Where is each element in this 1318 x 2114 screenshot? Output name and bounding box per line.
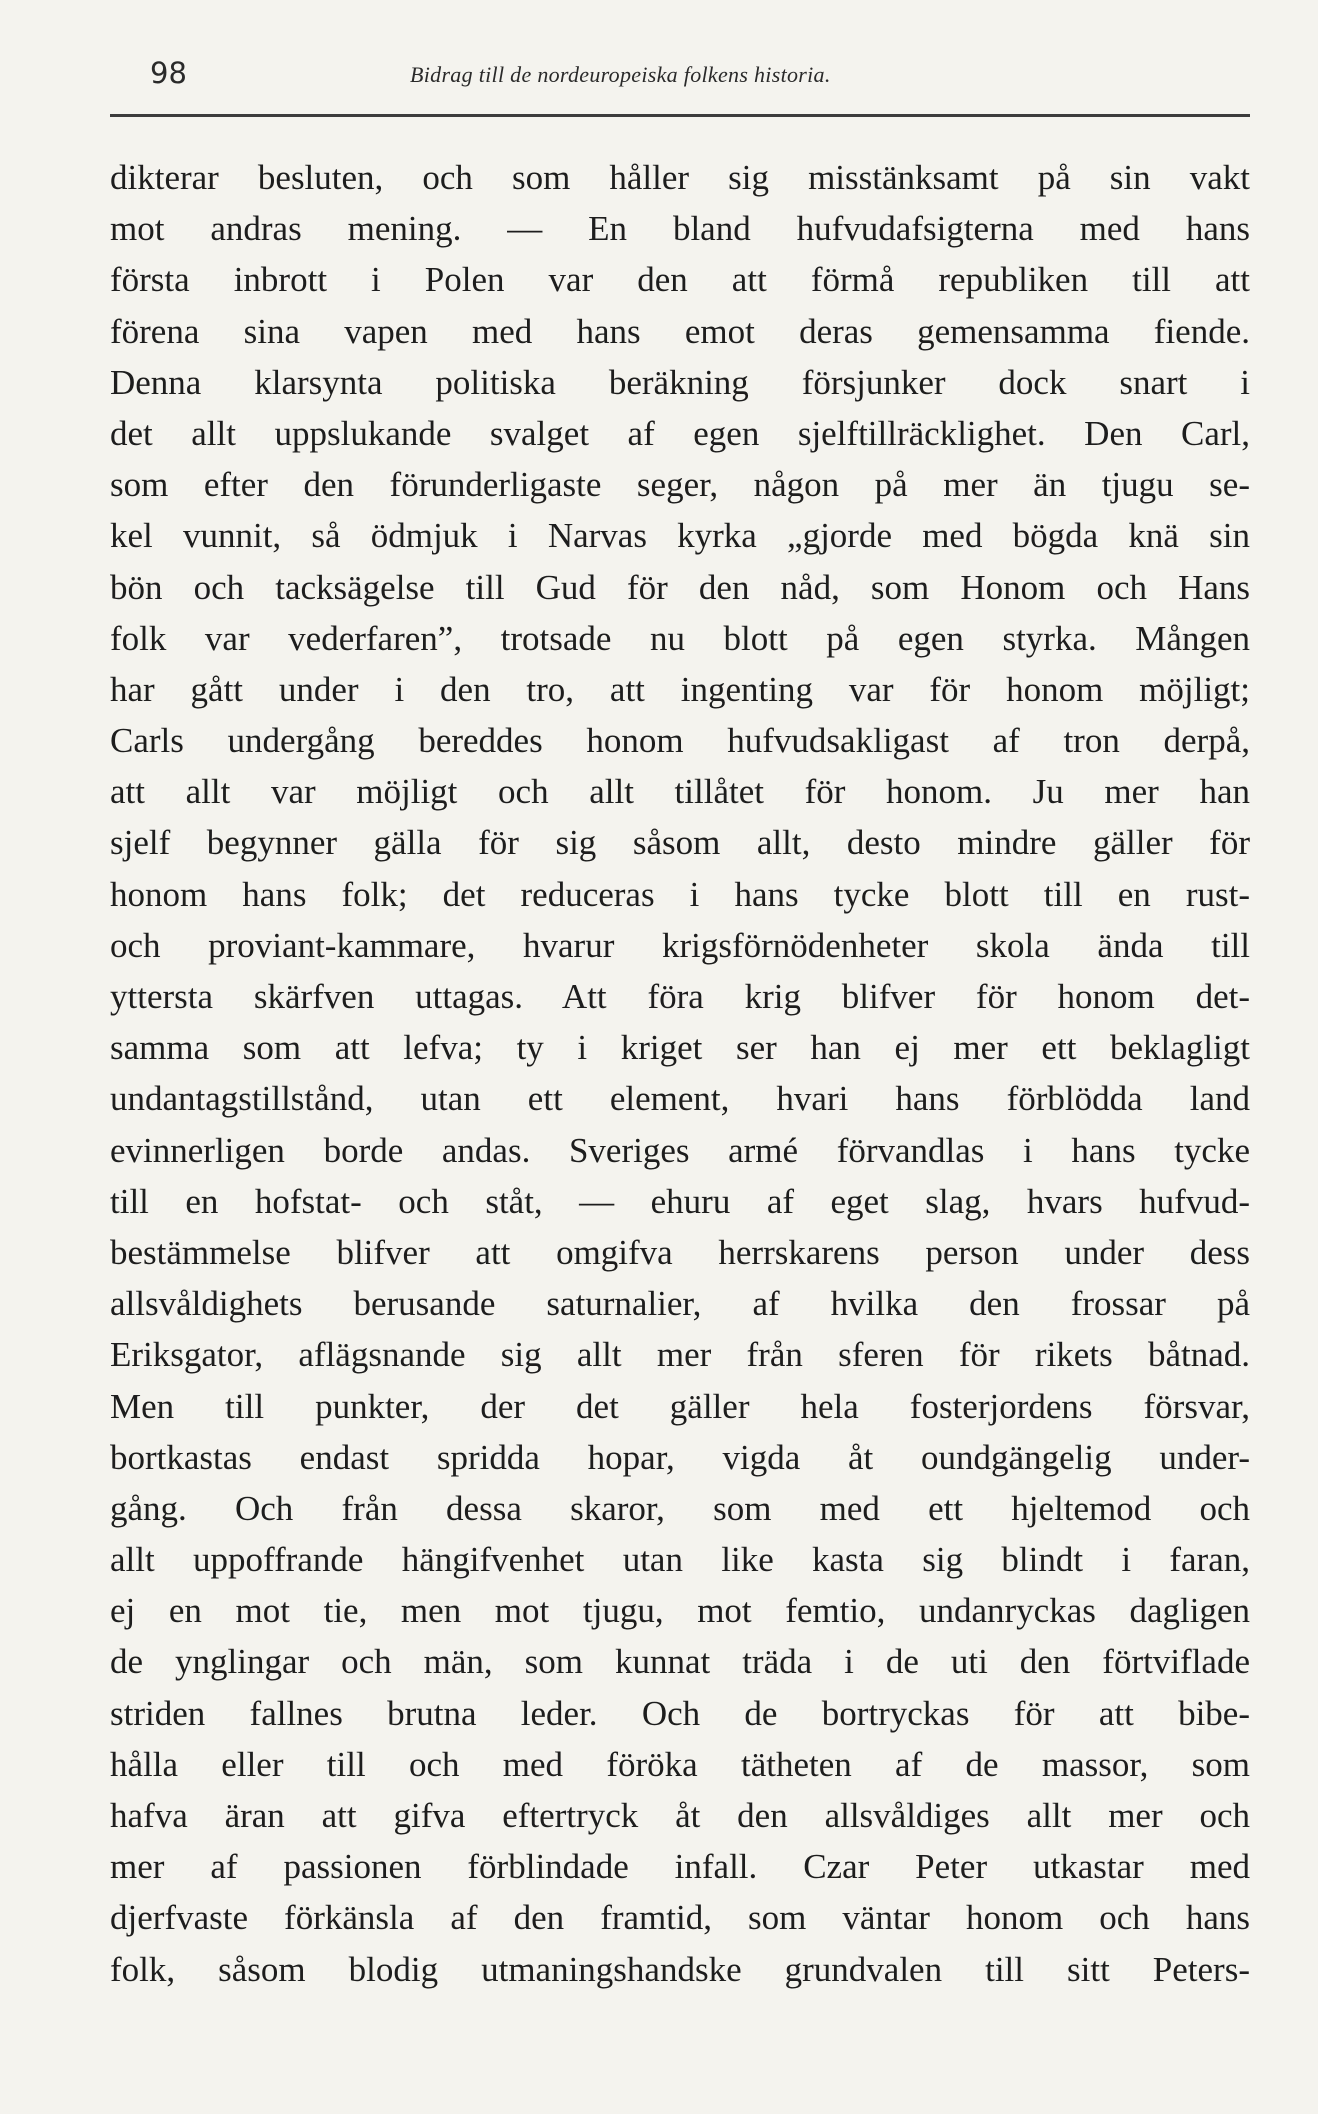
text-line: har gått under i den tro, att ingenting var för honom möjligt;: [110, 669, 1250, 709]
text-line: evinnerligen borde andas. Sveriges armé förvandlas i hans tycke: [110, 1130, 1250, 1170]
text-line: det allt uppslukande svalget af egen sjelftillräcklighet. Den Carl,: [110, 413, 1250, 453]
text-line: Denna klarsynta politiska beräkning försjunker dock snart i: [110, 362, 1250, 402]
text-line: att allt var möjligt och allt tillåtet för honom. Ju mer han: [110, 772, 1250, 812]
text-line: folk, såsom blodig utmaningshandske grundvalen till sitt Peters-: [110, 1949, 1250, 1989]
text-line: Eriksgator, aflägsnande sig allt mer från sferen för rikets båtnad.: [110, 1335, 1250, 1375]
text-line: folk var vederfaren”, trotsade nu blott på egen styrka. Mången: [110, 618, 1250, 658]
page-header: [150, 56, 1250, 98]
text-line: djerfvaste förkänsla af den framtid, som väntar honom och hans: [110, 1898, 1250, 1938]
text-line: hafva äran att gifva eftertryck åt den allsvåldiges allt mer och: [110, 1796, 1250, 1835]
header-rule: [110, 114, 1250, 117]
text-line: undantagstillstånd, utan ett element, hvari hans förblödda land: [110, 1079, 1250, 1119]
text-line: de ynglingar och män, som kunnat träda i de uti den förtviflade: [110, 1642, 1250, 1682]
text-line: till en hofstat- och ståt, — ehuru af eget slag, hvars hufvud-: [110, 1181, 1250, 1221]
text-line: honom hans folk; det reduceras i hans tycke blott till en rust-: [110, 874, 1250, 914]
text-line: mot andras mening. — En bland hufvudafsigterna med hans: [110, 209, 1250, 249]
text-line: striden fallnes brutna leder. Och de bortryckas för att bibe-: [110, 1693, 1250, 1733]
text-line: bön och tacksägelse till Gud för den nåd, som Honom och Hans: [110, 567, 1250, 607]
text-line: förena sina vapen med hans emot deras gemensamma fiende.: [110, 311, 1250, 351]
text-line: ej en mot tie, men mot tjugu, mot femtio, undanryckas dagligen: [110, 1591, 1250, 1631]
text-line: första inbrott i Polen var den att förmå republiken till att: [110, 260, 1250, 300]
text-line: bortkastas endast spridda hopar, vigda åt oundgängelig under-: [110, 1437, 1250, 1477]
text-line: bestämmelse blifver att omgifva herrskarens person under dess: [110, 1232, 1250, 1272]
text-line: mer af passionen förblindade infall. Czar Peter utkastar med: [110, 1847, 1250, 1887]
text-line: samma som att lefva; ty i kriget ser han ej mer ett beklagligt: [110, 1028, 1250, 1068]
text-line: yttersta skärfven uttagas. Att föra krig blifver för honom det-: [110, 977, 1250, 1016]
text-line: och proviant-kammare, hvarur krigsförnödenheter skola ända till: [110, 925, 1250, 965]
text-line: hålla eller till och med föröka tätheten af de massor, som: [110, 1744, 1250, 1784]
page-number: 98: [150, 56, 187, 90]
text-line: Carls undergång bereddes honom hufvudsakligast af tron derpå,: [110, 721, 1250, 761]
text-line: som efter den förunderligaste seger, någon på mer än tjugu se-: [110, 465, 1250, 505]
text-line: kel vunnit, så ödmjuk i Narvas kyrka „gjorde med bögda knä sin: [110, 516, 1250, 556]
text-line: allsvåldighets berusande saturnalier, af hvilka den frossar på: [110, 1284, 1250, 1324]
text-line: allt uppoffrande hängifvenhet utan like kasta sig blindt i faran,: [110, 1540, 1250, 1580]
text-line: gång. Och från dessa skaror, som med ett hjeltemod och: [110, 1488, 1250, 1528]
text-line: Men till punkter, der det gäller hela fosterjordens försvar,: [110, 1386, 1250, 1426]
text-line: dikterar besluten, och som håller sig misstänksamt på sin vakt: [110, 158, 1250, 197]
running-title: Bidrag till de nordeuropeiska folkens historia.: [410, 62, 831, 87]
body-text: [110, 152, 1250, 1995]
text-line: sjelf begynner gälla för sig såsom allt, desto mindre gäller för: [110, 823, 1250, 863]
